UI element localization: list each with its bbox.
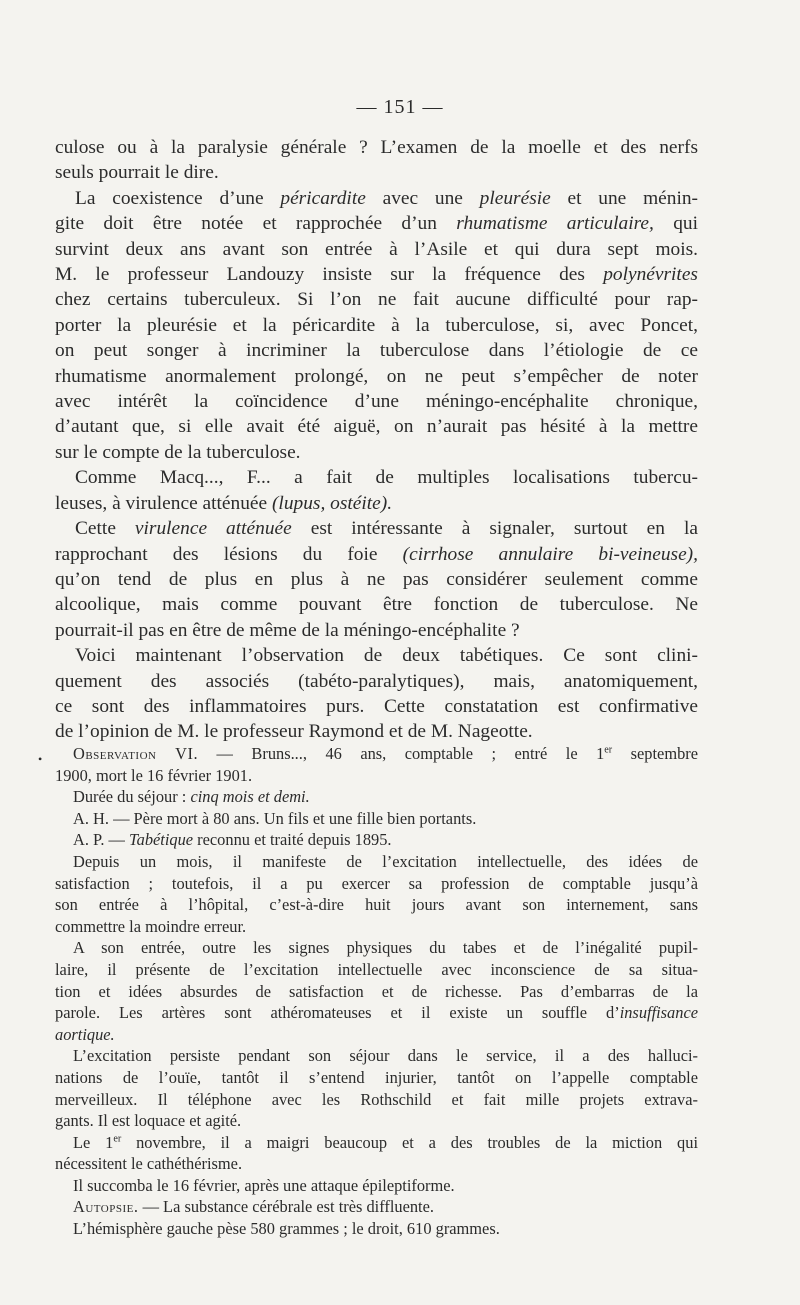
- text-line: d’autant que, si elle avait été aiguë, on n’aurait pas hésité à la mettre: [55, 416, 698, 438]
- observation-line: A. P. — Tabétique reconnu et traité depuis 1895.: [73, 830, 392, 850]
- observation-line: merveilleux. Il téléphone avec les Rothschild et fait mille projets extrava-: [55, 1089, 698, 1109]
- page-number: — 151 —: [356, 96, 444, 118]
- text-line: porter la pleurésie et la péricardite à la tuberculose, si, avec Poncet,: [55, 314, 698, 336]
- observation-line: parole. Les artères sont athéromateuses et il existe un souffle d’insuffisance: [55, 1003, 698, 1023]
- observation-line: Le 1er novembre, il a maigri beaucoup et a des troubles de la miction qui: [73, 1132, 698, 1152]
- observation-line: L’excitation persiste pendant son séjour dans le service, il a des halluci-: [73, 1046, 698, 1066]
- observation-line: tion et idées absurdes de satisfaction et de richesse. Pas d’embarras de la: [55, 981, 698, 1001]
- observation-line: nations de l’ouïe, tantôt il s’entend injurier, tantôt on l’appelle comptable: [55, 1067, 698, 1087]
- observation-line: Il succomba le 16 février, après une attaque épileptiforme.: [73, 1175, 455, 1195]
- text-line: alcoolique, mais comme pouvant être fonction de tuberculose. Ne: [55, 594, 698, 616]
- text-line: Cette virulence atténuée est intéressante à signaler, surtout en la: [75, 518, 698, 540]
- text-line: qu’on tend de plus en plus à ne pas considérer seulement comme: [55, 568, 698, 590]
- observation-line: A. H. — Père mort à 80 ans. Un fils et une fille bien portants.: [73, 808, 477, 828]
- text-line: rapprochant des lésions du foie (cirrhose annulaire bi-veineuse),: [55, 543, 698, 565]
- text-line: pourrait-il pas en être de même de la méningo-encéphalite ?: [55, 619, 520, 641]
- observation-line: aortique.: [55, 1024, 115, 1044]
- observation-line: son entrée à l’hôpital, c’est-à-dire huit jours avant son internement, sans: [55, 895, 698, 915]
- text-line: ce sont des inflammatoires purs. Cette constatation est confirmative: [55, 695, 698, 717]
- text-line: quement des associés (tabéto-paralytiques), mais, anatomiquement,: [55, 670, 698, 692]
- bullet-mark: •: [38, 752, 43, 766]
- observation-text: [55, 743, 698, 1240]
- observation-label: Observation VI.: [73, 744, 199, 763]
- main-text: [55, 135, 698, 745]
- text-line: avec intérêt la coïncidence d’une méningo-encéphalite chronique,: [55, 391, 698, 413]
- observation-line: Observation VI. — Bruns..., 46 ans, comptable ; entré le 1er septembre: [73, 744, 699, 763]
- text-line: survint deux ans avant son entrée à l’Asile et qui dura sept mois.: [55, 238, 698, 260]
- text-line: Voici maintenant l’observation de deux tabétiques. Ce sont clini-: [75, 645, 698, 667]
- text-line: M. le professeur Landouzy insiste sur la fréquence des polynévrites: [55, 264, 698, 286]
- text-line: leuses, à virulence atténuée (lupus, ostéite).: [55, 492, 393, 514]
- observation-line: Autopsie. — La substance cérébrale est très diffluente.: [73, 1197, 434, 1217]
- observation-line: nécessitent le cathéthérisme.: [55, 1154, 243, 1174]
- observation-line: A son entrée, outre les signes physiques du tabes et de l’inégalité pupil-: [73, 938, 698, 958]
- text-line: seuls pourrait le dire.: [55, 162, 219, 184]
- observation-line: L’hémisphère gauche pèse 580 grammes ; le droit, 610 grammes.: [73, 1219, 500, 1239]
- observation-line: gants. Il est loquace et agité.: [55, 1111, 242, 1131]
- text-line: gite doit être notée et rapprochée d’un rhumatisme articulaire, qui: [55, 213, 698, 235]
- observation-line: Depuis un mois, il manifeste de l’excitation intellectuelle, des idées de: [73, 851, 698, 871]
- text-line: rhumatisme anormalement prolongé, on ne peut s’empêcher de noter: [55, 365, 698, 387]
- observation-line: commettre la moindre erreur.: [55, 916, 247, 936]
- observation-line: laire, il présente de l’excitation intellectuelle avec inconscience de sa situa-: [55, 959, 698, 979]
- observation-line: satisfaction ; toutefois, il a pu exercer sa profession de comptable jusqu’à: [55, 873, 698, 893]
- observation-line: Durée du séjour : cinq mois et demi.: [73, 787, 310, 807]
- text-line: Comme Macq..., F... a fait de multiples localisations tubercu-: [75, 467, 698, 489]
- text-line: de l’opinion de M. le professeur Raymond et de M. Nageotte.: [55, 721, 533, 743]
- text-line: culose ou à la paralysie générale ? L’examen de la moelle et des nerfs: [55, 137, 698, 158]
- text-line: chez certains tuberculeux. Si l’on ne fait aucune difficulté pour rap-: [55, 289, 698, 311]
- text-line: sur le compte de la tuberculose.: [55, 441, 301, 463]
- text-line: on peut songer à incriminer la tuberculose dans l’étiologie de ce: [55, 340, 698, 362]
- text-line: La coexistence d’une péricardite avec une pleurésie et une ménin-: [75, 187, 698, 209]
- observation-line: 1900, mort le 16 février 1901.: [55, 765, 253, 785]
